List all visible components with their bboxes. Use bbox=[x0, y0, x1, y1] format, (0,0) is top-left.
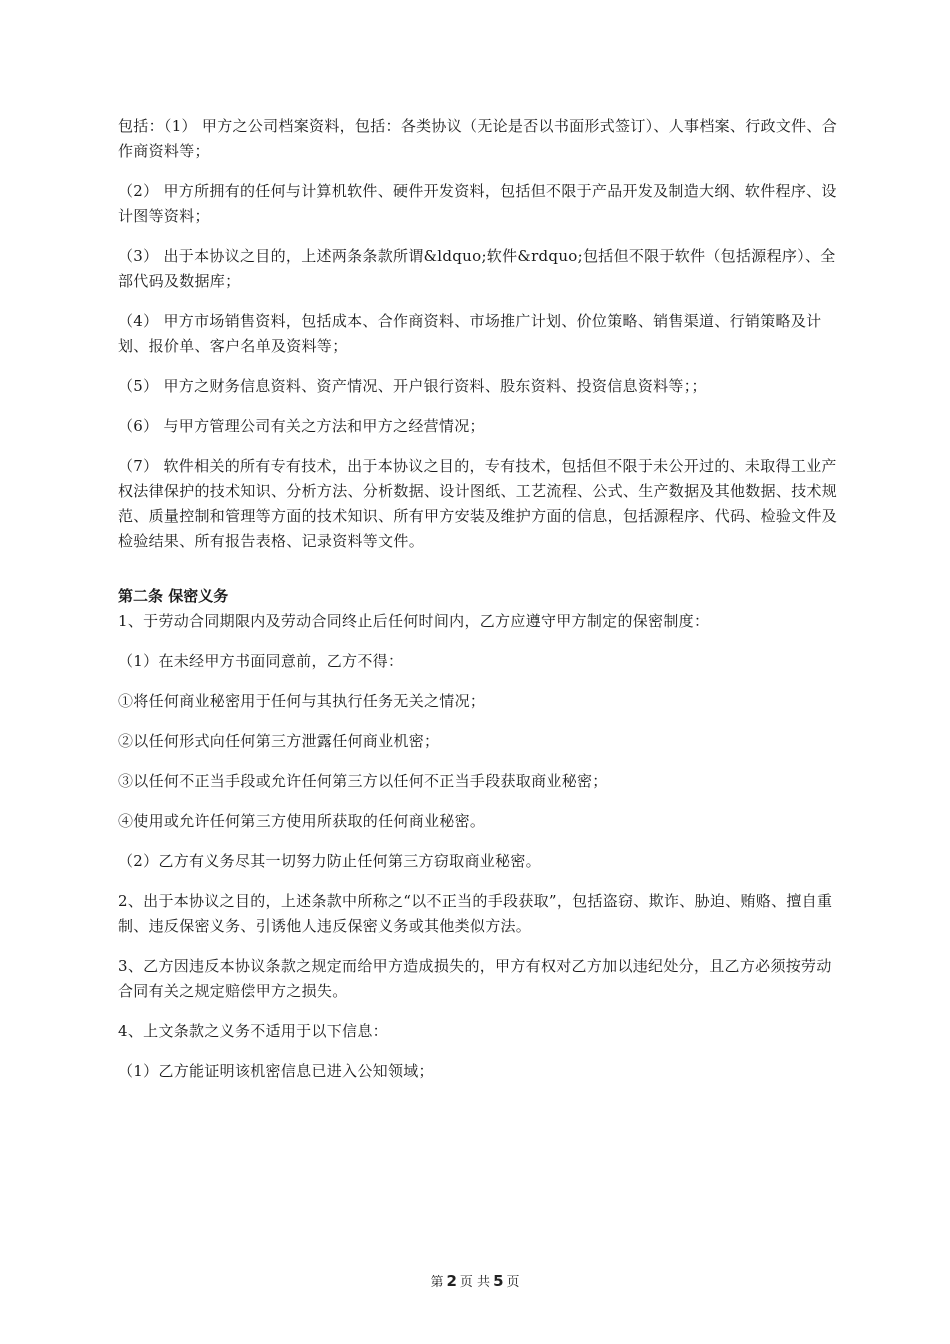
total-page-count: 5 bbox=[493, 1272, 504, 1290]
document-body bbox=[118, 114, 838, 1099]
section-2-paragraph-1: 1、于劳动合同期限内及劳动合同终止后任何时间内，乙方应遵守甲方制定的保密制度： bbox=[118, 612, 710, 630]
footer-middle: 页 共 bbox=[459, 1275, 491, 1290]
section-2-paragraph-5: ③以任何不正当手段或允许任何第三方以任何不正当手段获取商业秘密； bbox=[118, 772, 608, 790]
paragraph-2: （2） 甲方所拥有的任何与计算机软件、硬件开发资料，包括但不限于产品开发及制造大纲、软件程序、设计图等资料； bbox=[118, 182, 837, 225]
section-2-paragraph-4: ②以任何形式向任何第三方泄露任何商业机密； bbox=[118, 732, 440, 750]
paragraph-1: 包括：（1） 甲方之公司档案资料，包括：各类协议（无论是否以书面形式签订）、人事档案、行政文件、合作商资料等； bbox=[118, 117, 838, 160]
footer-suffix: 页 bbox=[506, 1275, 520, 1290]
section-2-paragraph-2: （1）在未经甲方书面同意前，乙方不得： bbox=[118, 652, 404, 670]
paragraph-5: （5） 甲方之财务信息资料、资产情况、开户银行资料、股东资料、投资信息资料等；； bbox=[118, 377, 707, 395]
paragraph-4: （4） 甲方市场销售资料，包括成本、合作商资料、市场推广计划、价位策略、销售渠道、行销策略及计划、报价单、客户名单及资料等； bbox=[118, 312, 822, 355]
footer-prefix: 第 bbox=[430, 1275, 444, 1290]
section-2-paragraph-10: 4、上文条款之义务不适用于以下信息： bbox=[118, 1022, 388, 1040]
section-2-paragraph-11: （1）乙方能证明该机密信息已进入公知领域； bbox=[118, 1062, 434, 1080]
paragraph-3: （3） 出于本协议之目的，上述两条条款所谓&ldquo;软件&rdquo;包括但不限于软件（包括源程序）、全部代码及数据库； bbox=[118, 247, 836, 290]
section-2-paragraph-3: ①将任何商业秘密用于任何与其执行任务无关之情况； bbox=[118, 692, 486, 710]
current-page-number: 2 bbox=[446, 1272, 457, 1290]
paragraph-7: （7） 软件相关的所有专有技术，出于本协议之目的，专有技术，包括但不限于未公开过的、未取得工业产权法律保护的技术知识、分析方法、分析数据、设计图纸、工艺流程、公式、生产数据及其他数据、技术规范、质量控制和管理等方面的技术知识、所有甲方安装及维护方面的信息，包括源程序、代码、检验文件及检验结果、所有报告表格、记录资料等文件。 bbox=[118, 457, 838, 550]
section-2-paragraph-6: ④使用或允许任何第三方使用所获取的任何商业秘密。 bbox=[118, 812, 486, 830]
section-2-paragraph-8: 2、出于本协议之目的，上述条款中所称之“以不正当的手段获取”，包括盗窃、欺诈、胁迫、贿赂、擅自重制、违反保密义务、引诱他人违反保密义务或其他类似方法。 bbox=[118, 892, 833, 935]
section-2-paragraph-9: 3、乙方因违反本协议条款之规定而给甲方造成损失的，甲方有权对乙方加以违纪处分，且乙方必须按劳动合同有关之规定赔偿甲方之损失。 bbox=[118, 957, 832, 1000]
section-2-heading: 第二条 保密义务 bbox=[118, 587, 229, 605]
section-2-paragraph-7: （2）乙方有义务尽其一切努力防止任何第三方窃取商业秘密。 bbox=[118, 852, 541, 870]
page-footer bbox=[0, 1271, 950, 1290]
paragraph-6: （6） 与甲方管理公司有关之方法和甲方之经营情况； bbox=[118, 417, 485, 435]
